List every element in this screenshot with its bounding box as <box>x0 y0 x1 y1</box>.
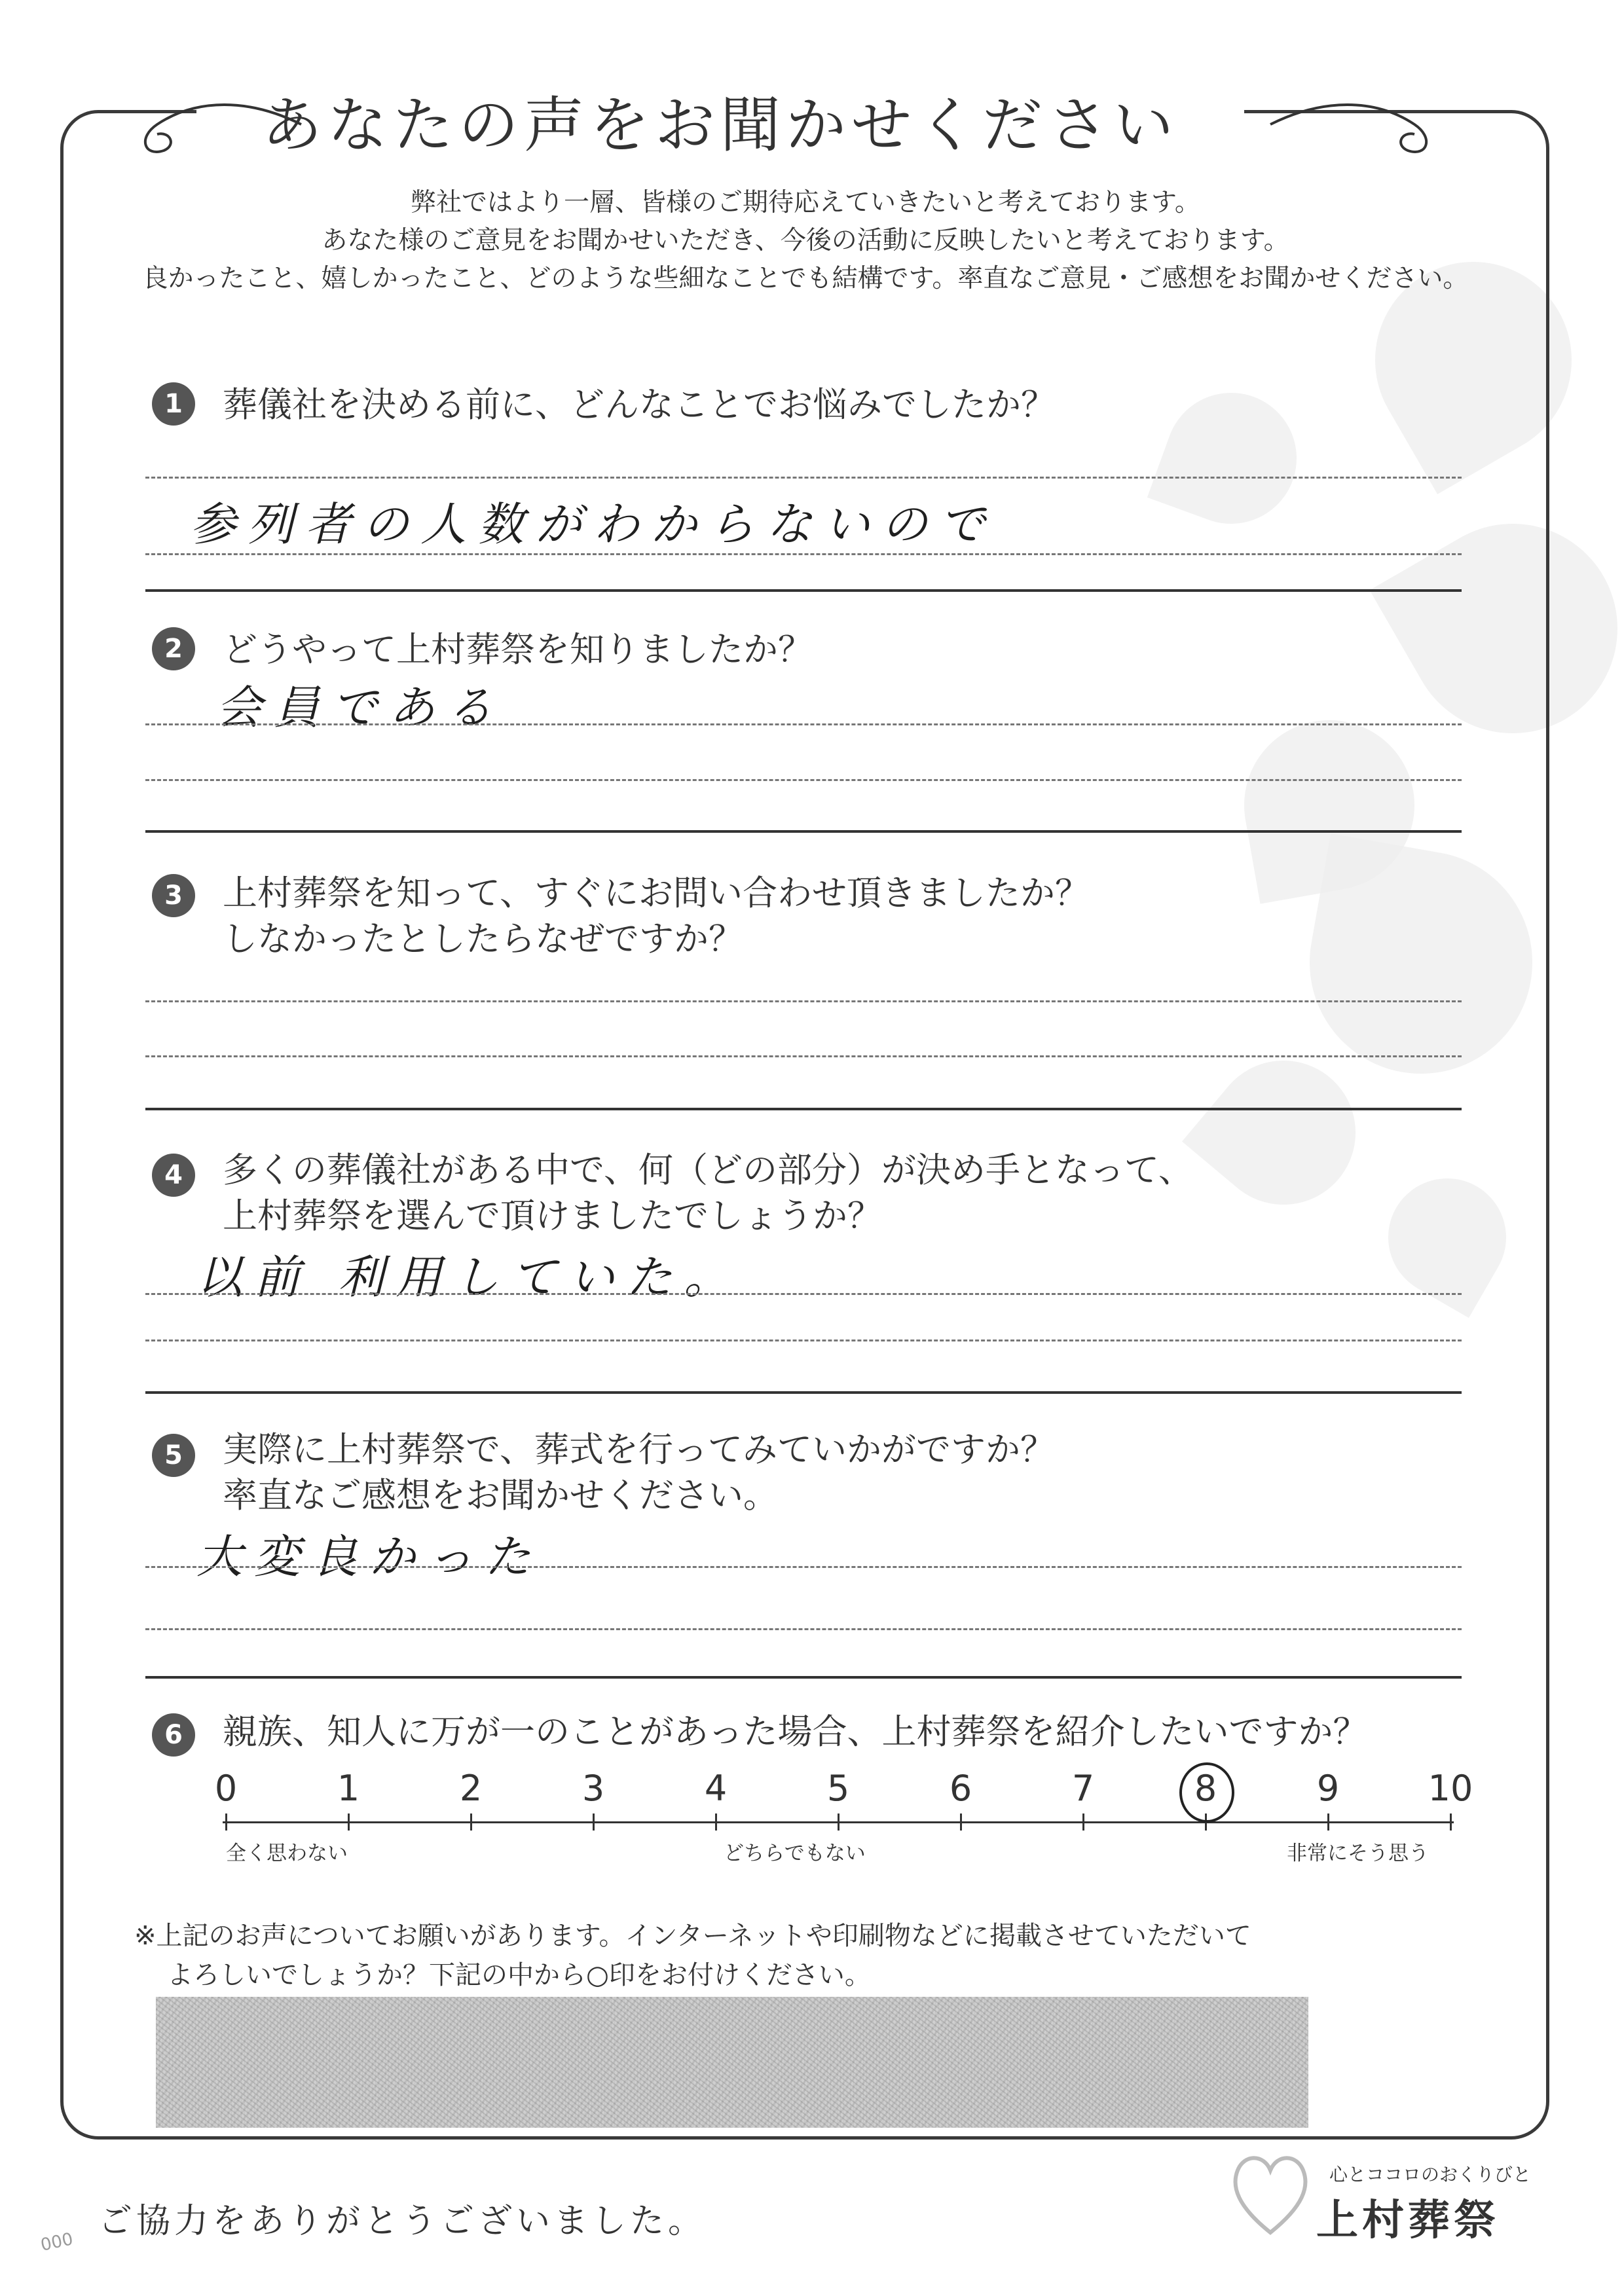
publication-note-line-2: よろしいでしょうか？下記の中から○印をお付けください。 <box>167 1960 871 1990</box>
question-5-answer: 大変良かった <box>196 1530 542 1584</box>
rating-tick-mark <box>348 1813 350 1831</box>
question-number-badge: 4 <box>152 1154 195 1197</box>
question-4-text-line-2: 上村葬祭を選んで頂けましたでしょうか？ <box>223 1196 882 1236</box>
answer-line <box>145 1293 1462 1295</box>
rating-label-mid: どちらでもない <box>724 1842 866 1865</box>
rating-tick-mark <box>960 1813 962 1831</box>
rating-tick-label[interactable]: 0 <box>214 1768 238 1809</box>
rating-tick-label[interactable]: 10 <box>1428 1768 1473 1809</box>
rating-tick-label[interactable]: 5 <box>826 1768 850 1809</box>
answer-line <box>145 1628 1462 1630</box>
answer-line <box>145 1566 1462 1568</box>
rating-tick-mark <box>470 1813 472 1831</box>
intro-line-2: あなた様のご意見をお聞かせいただき、今後の活動に反映したいと考えております。 <box>322 226 1289 255</box>
question-3-text-line-1: 上村葬祭を知って、すぐにお問い合わせ頂きましたか？ <box>223 873 1090 913</box>
rating-tick-mark <box>593 1813 595 1831</box>
section-divider <box>145 1676 1462 1679</box>
rating-tick-label[interactable]: 1 <box>337 1768 360 1809</box>
rating-label-high: 非常にそう思う <box>1287 1842 1429 1865</box>
intro-line-1: 弊社ではより一層、皆様のご期待応えていきたいと考えております。 <box>411 188 1200 217</box>
answer-line <box>145 1055 1462 1057</box>
brand-tagline: 心とココロのおくりびと <box>1329 2164 1532 2185</box>
question-number-badge: 3 <box>152 874 195 917</box>
question-6-text: 親族、知人に万が一のことがあった場合、上村葬祭を紹介したいですか？ <box>223 1712 1368 1752</box>
question-number-badge: 5 <box>152 1434 195 1477</box>
question-2-text: どうやって上村葬祭を知りましたか？ <box>223 630 813 670</box>
rating-tick-label[interactable]: 8 <box>1194 1768 1217 1809</box>
rating-tick-mark <box>1450 1813 1452 1831</box>
question-number-badge: 2 <box>152 627 195 670</box>
publication-note-line-1: ※上記のお声についてお願いがあります。インターネットや印刷物などに掲載させていただいて <box>134 1921 1251 1951</box>
rating-tick-mark <box>715 1813 717 1831</box>
redacted-area <box>156 1997 1308 2128</box>
question-1-text: 葬儀社を決める前に、どんなことでお悩みでしたか？ <box>223 385 1056 425</box>
question-1-answer: 参列者の人数がわからないので <box>190 498 997 551</box>
form-title: あなたの声をお聞かせください <box>261 90 1179 160</box>
right-swirl-ornament <box>1257 85 1454 164</box>
rating-label-low: 全く思わない <box>226 1842 348 1865</box>
rating-tick-mark <box>1327 1813 1329 1831</box>
question-5-text-line-2: 率直なご感想をお聞かせください。 <box>223 1476 778 1516</box>
page-stamp: 000 <box>39 2229 75 2255</box>
answer-line <box>145 477 1462 479</box>
brand-logo-text: 上村葬祭 <box>1316 2196 1500 2245</box>
rating-tick-label[interactable]: 3 <box>581 1768 605 1809</box>
rating-tick-label[interactable]: 9 <box>1316 1768 1340 1809</box>
rating-tick-label[interactable]: 4 <box>704 1768 728 1809</box>
rating-tick-label[interactable]: 6 <box>949 1768 972 1809</box>
question-2-answer: 会員である <box>216 681 504 735</box>
section-divider <box>145 1391 1462 1394</box>
question-number-badge: 1 <box>152 382 195 426</box>
intro-line-3: 良かったこと、嬉しかったこと、どのような些細なことでも結構です。率直なご意見・ご感想をお聞かせください。 <box>142 264 1469 293</box>
heart-logo-icon <box>1225 2141 1316 2239</box>
question-4-text-line-1: 多くの葬儀社がある中で、何（どの部分）が決め手となって、 <box>223 1150 1193 1190</box>
question-3-text-line-2: しなかったとしたらなぜですか？ <box>223 919 743 959</box>
rating-selected-circle <box>1179 1762 1234 1823</box>
answer-line <box>145 779 1462 781</box>
section-divider <box>145 1108 1462 1110</box>
answer-line <box>145 1339 1462 1341</box>
rating-tick-label[interactable]: 2 <box>459 1768 483 1809</box>
question-number-badge: 6 <box>152 1713 195 1757</box>
rating-tick-label[interactable]: 7 <box>1071 1768 1095 1809</box>
section-divider <box>145 830 1462 833</box>
rating-tick-mark <box>225 1813 227 1831</box>
answer-line <box>145 553 1462 555</box>
thanks-message: ご協力をありがとうございました。 <box>98 2202 707 2241</box>
answer-line <box>145 723 1462 725</box>
rating-tick-mark <box>838 1813 840 1831</box>
rating-tick-mark <box>1082 1813 1084 1831</box>
answer-line <box>145 1000 1462 1002</box>
question-5-text-line-1: 実際に上村葬祭で、葬式を行ってみていかがですか？ <box>223 1430 1055 1470</box>
section-divider <box>145 589 1462 592</box>
question-4-answer: 以前 利用していた。 <box>196 1250 742 1304</box>
